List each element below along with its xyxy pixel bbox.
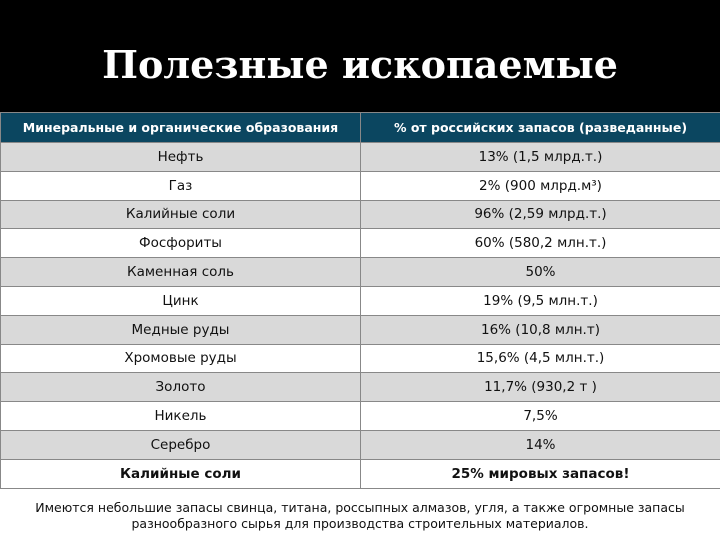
mineral-cell: Серебро <box>1 430 361 459</box>
percent-cell: 13% (1,5 млрд.т.) <box>361 143 720 172</box>
table-row-highlight <box>1 459 720 488</box>
table-row <box>1 402 720 431</box>
percent-cell: 60% (580,2 млн.т.) <box>361 229 720 258</box>
mineral-cell: Калийные соли <box>1 200 361 229</box>
column-header-mineral: Минеральные и органические образования <box>1 113 361 143</box>
mineral-cell: Газ <box>1 171 361 200</box>
table-row <box>1 200 720 229</box>
percent-cell: 16% (10,8 млн.т) <box>361 315 720 344</box>
percent-cell: 14% <box>361 430 720 459</box>
mineral-cell: Хромовые руды <box>1 344 361 373</box>
table-row <box>1 430 720 459</box>
footer-line: разнообразного сырья для производства строительных материалов. <box>131 516 589 531</box>
mineral-cell: Золото <box>1 373 361 402</box>
percent-cell: 15,6% (4,5 млн.т.) <box>361 344 720 373</box>
table-row <box>1 315 720 344</box>
mineral-cell: Каменная соль <box>1 258 361 287</box>
table-header-row <box>1 113 720 143</box>
mineral-cell: Никель <box>1 402 361 431</box>
column-header-percent: % от российских запасов (разведанные) <box>361 113 720 143</box>
mineral-cell: Фосфориты <box>1 229 361 258</box>
mineral-cell: Цинк <box>1 286 361 315</box>
percent-cell: 96% (2,59 млрд.т.) <box>361 200 720 229</box>
table-row <box>1 258 720 287</box>
table-row <box>1 373 720 402</box>
table-row <box>1 344 720 373</box>
percent-cell: 19% (9,5 млн.т.) <box>361 286 720 315</box>
slide-title: Полезные ископаемые <box>102 42 618 87</box>
table-row <box>1 143 720 172</box>
percent-cell: 11,7% (930,2 т ) <box>361 373 720 402</box>
percent-cell: 2% (900 млрд.м³) <box>361 171 720 200</box>
mineral-cell: Медные руды <box>1 315 361 344</box>
table-row <box>1 171 720 200</box>
mineral-cell: Нефть <box>1 143 361 172</box>
table-row <box>1 229 720 258</box>
percent-cell: 25% мировых запасов! <box>361 459 720 488</box>
footer-note <box>0 500 720 532</box>
footer-line: Имеются небольшие запасы свинца, титана, россыпных алмазов, угля, а также огромные запасы <box>35 500 685 515</box>
mineral-cell: Калийные соли <box>1 459 361 488</box>
percent-cell: 50% <box>361 258 720 287</box>
table-row <box>1 286 720 315</box>
percent-cell: 7,5% <box>361 402 720 431</box>
minerals-table <box>0 112 720 489</box>
